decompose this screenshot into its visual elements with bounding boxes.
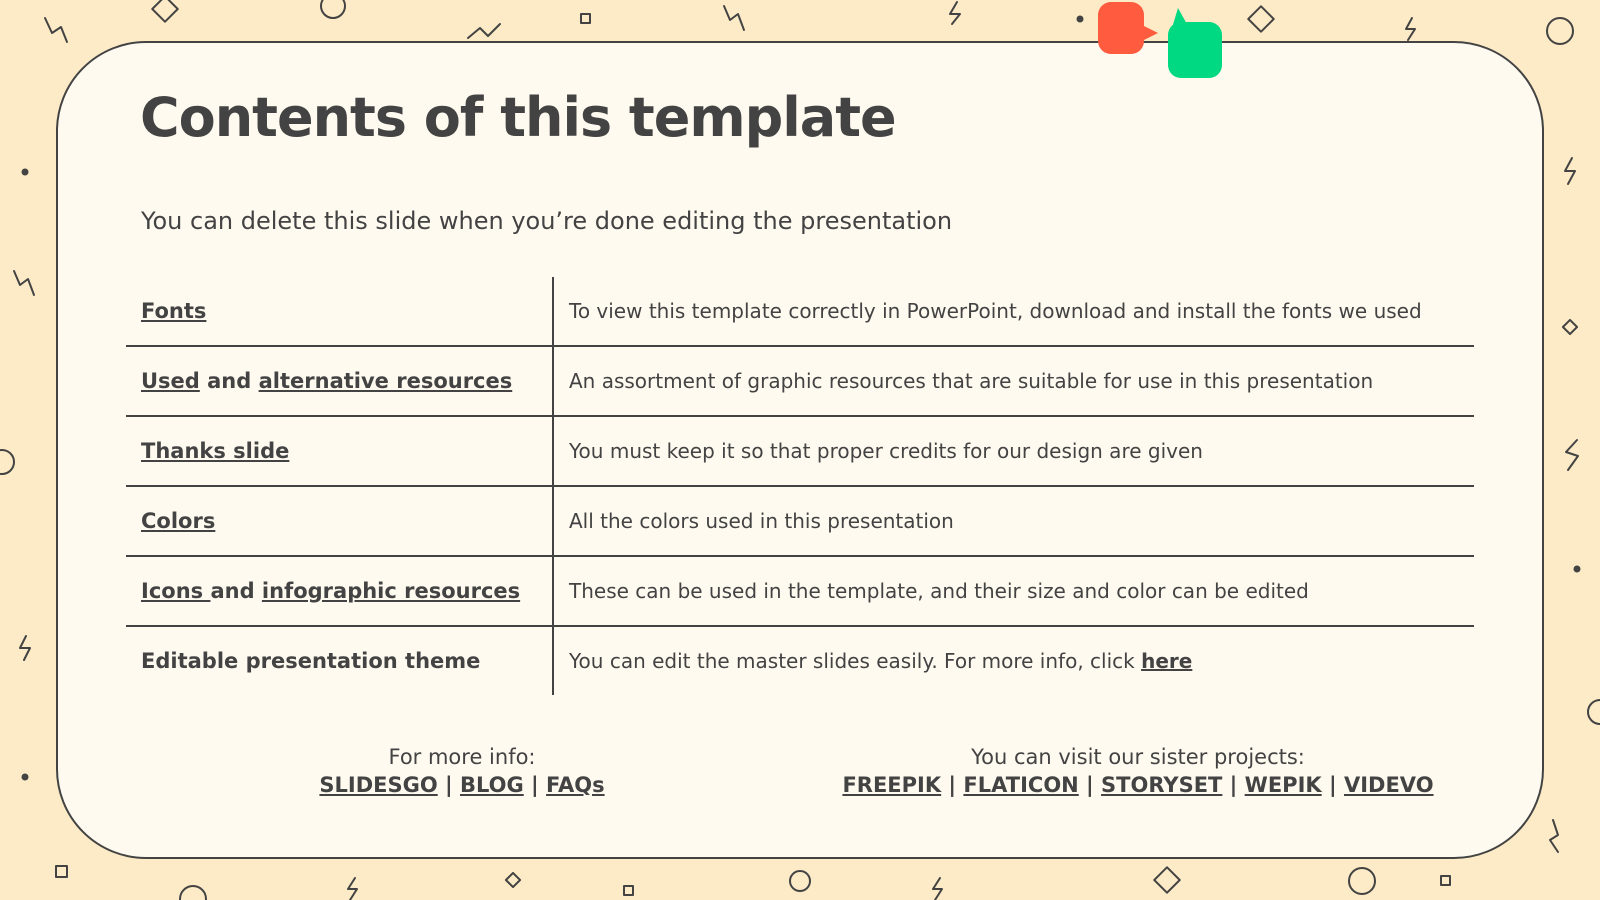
dot-shape — [1077, 16, 1084, 23]
zigzag-shape — [1550, 820, 1558, 852]
ring-shape — [0, 450, 14, 474]
table-row — [126, 346, 1474, 416]
sister-projects-label: You can visit our sister projects: — [971, 745, 1305, 769]
contents-table — [126, 277, 1474, 695]
table-row — [126, 277, 1474, 346]
alternative-resources-link[interactable]: alternative resources — [258, 369, 513, 393]
zigzag-shape — [45, 18, 67, 42]
used-link[interactable]: Used — [141, 369, 200, 393]
table-row — [126, 556, 1474, 626]
row-description-cell — [553, 277, 1474, 346]
row-description-cell — [553, 486, 1474, 556]
row-name-cell — [126, 486, 553, 556]
lightning-shape — [1565, 158, 1575, 184]
lightning-shape — [933, 878, 942, 900]
icons-link[interactable]: Icons — [141, 579, 211, 603]
row-description-text: You can edit the master slides easily. For more info, click — [569, 649, 1142, 673]
lightning-shape — [1406, 18, 1415, 40]
ring-shape — [180, 886, 206, 900]
row-name-text: and — [210, 579, 262, 603]
diamond-shape — [1248, 6, 1273, 31]
row-description-text: These can be used in the template, and their size and color can be edited — [569, 579, 1309, 603]
row-description-cell — [553, 556, 1474, 626]
more-info-links — [262, 771, 662, 799]
table-row — [126, 486, 1474, 556]
green-bubble-shape — [1168, 22, 1222, 78]
row-description-cell — [553, 626, 1474, 695]
diamond-shape — [1154, 867, 1179, 892]
table-row — [126, 626, 1474, 695]
row-description-cell — [553, 346, 1474, 416]
row-name-cell — [126, 346, 553, 416]
colors-link[interactable]: Colors — [141, 509, 216, 533]
row-description-text: To view this template correctly in PowerPoint, download and install the fonts we used — [569, 299, 1422, 323]
ring-shape — [1547, 18, 1573, 44]
ring-shape — [321, 0, 345, 18]
square-shape — [581, 14, 590, 23]
sister-projects-block — [828, 743, 1448, 799]
ring-shape — [790, 871, 810, 891]
zigzag-shape — [14, 271, 34, 295]
zigzag-shape — [724, 6, 744, 30]
flaticon-link[interactable]: FLATICON — [963, 773, 1079, 797]
row-name-cell — [126, 626, 553, 695]
link-separator: | — [1321, 773, 1344, 797]
link-separator: | — [1078, 773, 1102, 797]
ring-shape — [1588, 700, 1600, 724]
table-row — [126, 416, 1474, 486]
row-description-text: All the colors used in this presentation — [569, 509, 954, 533]
red-bubble-shape — [1098, 2, 1144, 54]
blog-link[interactable]: BLOG — [460, 773, 524, 797]
faqs-link[interactable]: FAQs — [546, 773, 605, 797]
square-shape — [1441, 876, 1450, 885]
link-separator: | — [1222, 773, 1245, 797]
link-separator: | — [437, 773, 461, 797]
green-bubble-tail — [1172, 8, 1188, 28]
fonts-link[interactable]: Fonts — [141, 299, 207, 323]
red-bubble-tail — [1140, 24, 1158, 42]
thanks-slide-link[interactable]: Thanks slide — [141, 439, 290, 463]
row-description-text: You must keep it so that proper credits for our design are given — [569, 439, 1203, 463]
row-description-cell — [553, 416, 1474, 486]
wepik-link[interactable]: WEPIK — [1244, 773, 1322, 797]
infographic-resources-link[interactable]: infographic resources — [261, 579, 521, 603]
lightning-shape — [348, 878, 357, 900]
freepik-link[interactable]: FREEPIK — [842, 773, 942, 797]
contents-table-body — [126, 277, 1474, 695]
here-link[interactable]: here — [1141, 649, 1193, 673]
diamond-shape — [506, 873, 520, 887]
page-subtitle: You can delete this slide when you’re done editing the presentation — [141, 207, 953, 235]
row-name-cell — [126, 416, 553, 486]
square-shape — [56, 866, 67, 877]
diamond-shape — [1563, 320, 1577, 334]
diamond-shape — [152, 0, 177, 22]
link-separator: | — [523, 773, 547, 797]
lightning-shape — [950, 2, 960, 24]
row-name-cell — [126, 556, 553, 626]
lightning-shape — [20, 636, 30, 660]
row-description-text: An assortment of graphic resources that are suitable for use in this presentation — [569, 369, 1374, 393]
storyset-link[interactable]: STORYSET — [1101, 773, 1223, 797]
row-name-text: Editable presentation theme — [141, 649, 481, 673]
dot-shape — [22, 774, 29, 781]
sister-projects-links — [828, 771, 1448, 799]
lightning-shape — [1566, 440, 1578, 470]
more-info-label: For more info: — [388, 745, 536, 769]
link-separator: | — [941, 773, 964, 797]
page-title: Contents of this template — [140, 86, 896, 149]
row-name-cell — [126, 277, 553, 346]
slidesgo-link[interactable]: SLIDESGO — [319, 773, 438, 797]
row-name-text: and — [199, 369, 259, 393]
more-info-block — [262, 743, 662, 799]
zigzag-shape — [468, 24, 500, 38]
dot-shape — [1574, 566, 1581, 573]
ring-shape — [1349, 868, 1375, 894]
videvo-link[interactable]: VIDEVO — [1343, 773, 1434, 797]
square-shape — [624, 886, 633, 895]
speech-bubbles-icon — [1096, 0, 1226, 82]
dot-shape — [22, 169, 29, 176]
